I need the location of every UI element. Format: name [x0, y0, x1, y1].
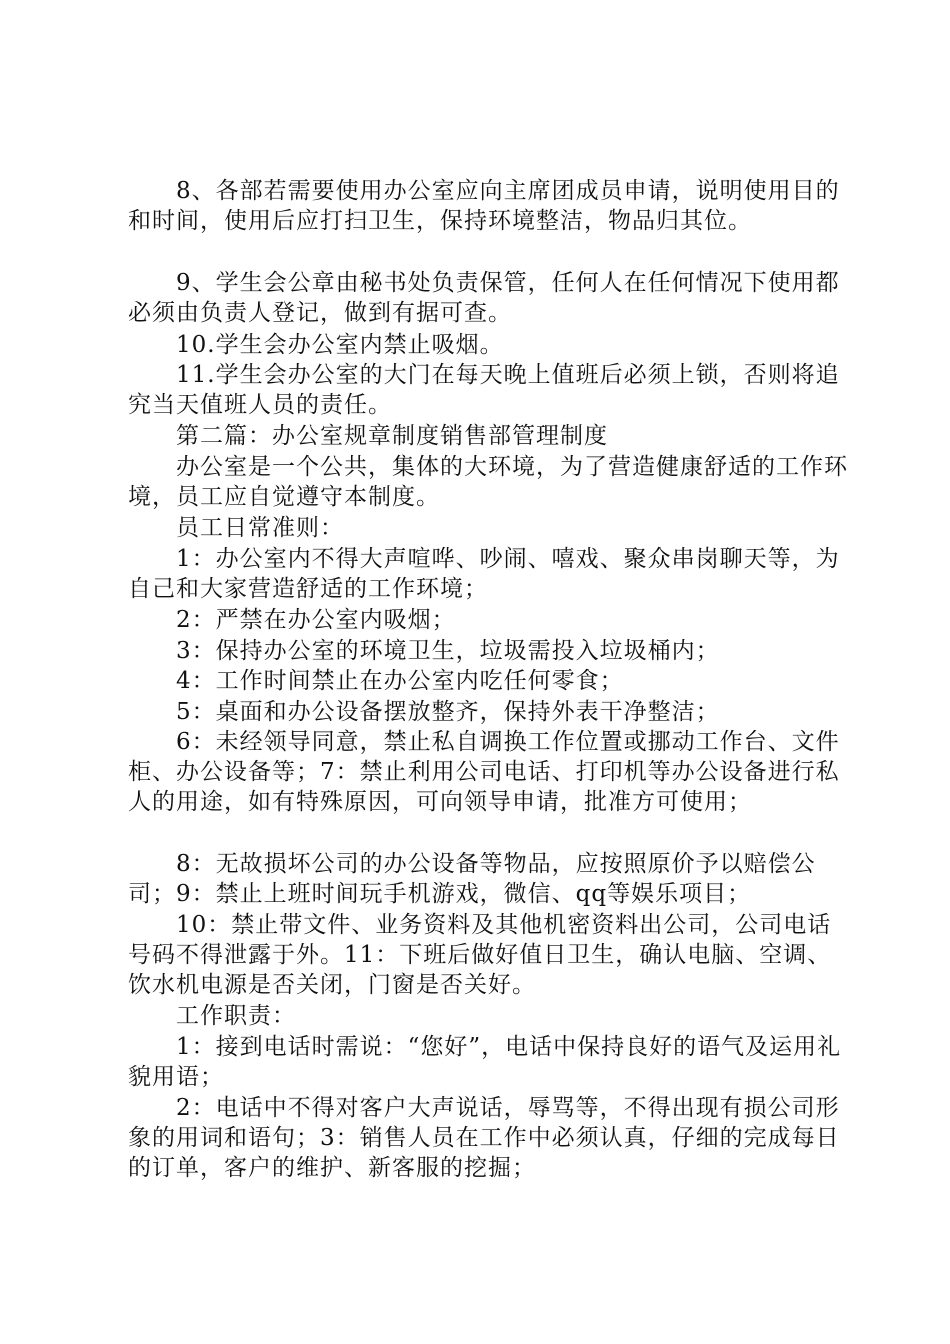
- rule-6-7-equipment: 6：未经领导同意，禁止私自调换工作位置或挪动工作台、文件柜、办公设备等；7：禁止利用公司电话、打印机等办公设备进行私人的用途，如有特殊原因，可向领导申请，批准方可使用；: [128, 729, 840, 815]
- duty-1-phone-greeting: 1：接到电话时需说：“您好”，电话中保持良好的语气及运用礼貌用语；: [128, 1034, 842, 1090]
- subheading-daily-rules: 员工日常准则：: [128, 515, 344, 541]
- paragraph-9-official-seal: 9、学生会公章由秘书处负责保管，任何人在任何情况下使用都必须由负责人登记，做到有据可查。: [128, 270, 840, 326]
- section-heading-part-two: 第二篇：办公室规章制度销售部管理制度: [128, 423, 608, 449]
- rule-1-no-noise: 1：办公室内不得大声喧哗、吵闹、嘻戏、聚众串岗聊天等，为自己和大家营造舒适的工作环境；: [128, 546, 840, 602]
- duty-2-3-conduct: 2：电话中不得对客户大声说话，辱骂等，不得出现有损公司形象的用词和语句；3：销售人员在工作中必须认真，仔细的完成每日的订单，客户的维护、新客服的挖掘；: [128, 1095, 840, 1181]
- rule-5-tidy-desk: 5：桌面和办公设备摆放整齐，保持外表干净整洁；: [128, 699, 720, 725]
- paragraph-10-no-smoking: 10.学生会办公室内禁止吸烟。: [128, 332, 504, 358]
- rule-2-no-smoking: 2：严禁在办公室内吸烟；: [128, 607, 456, 633]
- rule-8-9-damage-games: 8：无故损坏公司的办公设备等物品，应按照原价予以赔偿公司；9：禁止上班时间玩手机游戏，微信、qq等娱乐项目；: [128, 851, 816, 907]
- subheading-job-duties: 工作职责：: [128, 1003, 296, 1029]
- rule-3-hygiene: 3：保持办公室的环境卫生，垃圾需投入垃圾桶内；: [128, 638, 720, 664]
- rule-4-no-snacks: 4：工作时间禁止在办公室内吃任何零食；: [128, 668, 624, 694]
- paragraph-office-intro: 办公室是一个公共，集体的大环境，为了营造健康舒适的工作环境，员工应自觉遵守本制度。: [128, 454, 848, 510]
- paragraph-8-office-use: 8、各部若需要使用办公室应向主席团成员申请，说明使用目的和时间，使用后应打扫卫生，保持环境整洁，物品归其位。: [128, 178, 840, 234]
- paragraph-11-lock-door: 11.学生会办公室的大门在每天晚上值班后必须上锁，否则将追究当天值班人员的责任。: [128, 362, 840, 418]
- rule-10-11-confidential: 10：禁止带文件、业务资料及其他机密资料出公司，公司电话号码不得泄露于外。11：下班后做好值日卫生，确认电脑、空调、饮水机电源是否关闭，门窗是否关好。: [128, 912, 832, 998]
